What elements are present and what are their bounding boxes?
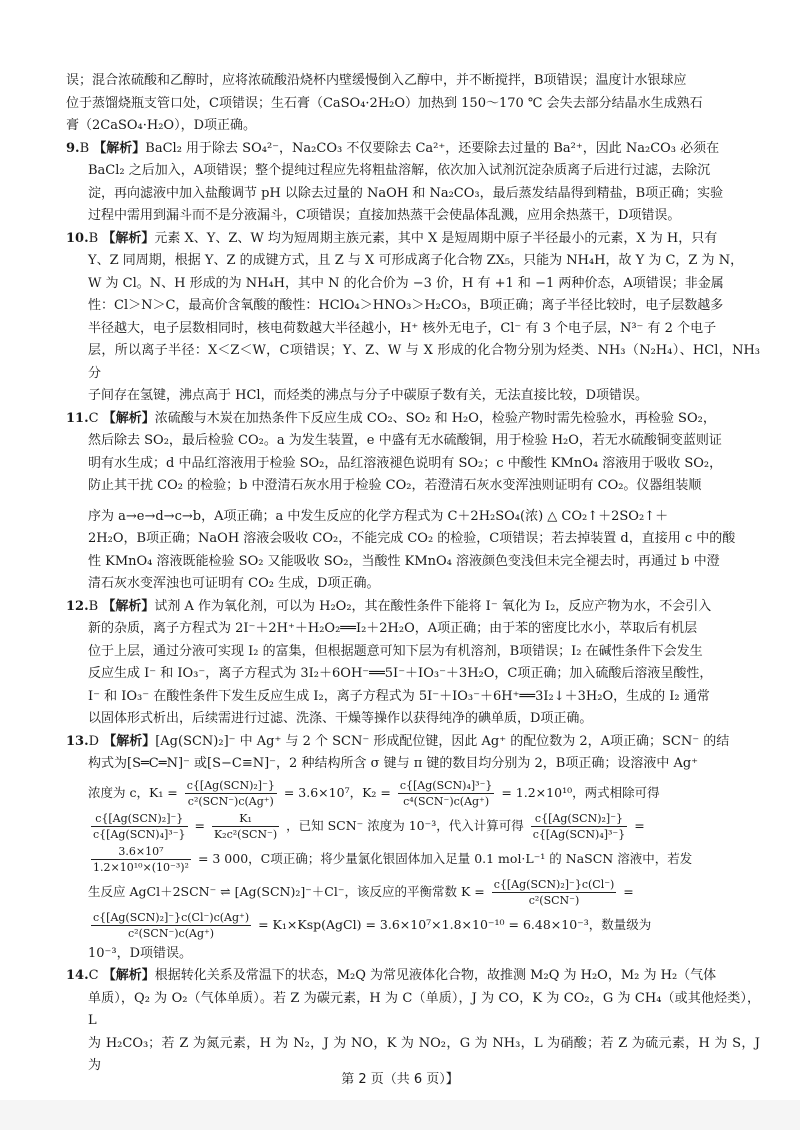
question-number: 12.: [66, 598, 89, 614]
formula-line: [88, 778, 760, 809]
answer-letter: C: [88, 410, 99, 426]
formula-text: = K₁×Ksp(AgCl) = 3.6×10⁷×1.8×10⁻¹⁰ = 6.48×10⁻³，数量级为: [258, 916, 652, 932]
answer-letter: D: [88, 733, 100, 749]
denominator: c{[Ag(SCN)₄]³⁻}: [532, 827, 626, 841]
text-line: 反应生成 I⁻ 和 IO₃⁻，离子方程式为 3I₂＋6OH⁻══5I⁻＋IO₃⁻＋3H₂O，C项正确；加入硫酸后溶液呈酸性，: [88, 666, 713, 681]
formula-text: ，已知 SCN⁻ 浓度为 10⁻³，代入计算可得: [286, 817, 524, 833]
numerator: 3.6×10⁷: [91, 844, 191, 860]
denominator: c²(SCN⁻): [528, 893, 580, 907]
denominator: K₂c²(SCN⁻): [213, 827, 278, 841]
numerator: c{[Ag(SCN)₂]⁻}: [186, 778, 275, 792]
text-line: 位于上层，通过分液可实现 I₂ 的富集，但根据题意可知下层为有机溶剂，B项错误；I₂ 在碱性条件下会发生: [88, 643, 703, 659]
formula-text: = 3 000，C项正确；将少量氯化银固体加入足量 0.1 mol·L⁻¹ 的 NaSCN 溶液中，若发: [197, 850, 693, 866]
numerator: c{[Ag(SCN)₂]⁻}: [531, 811, 628, 827]
numerator: c{[Ag(SCN)₂]⁻}: [91, 811, 188, 827]
text-line: 序为 a→e→d→c→b，A项正确；a 中发生反应的化学方程式为 C＋2H₂SO₄(浓) △ CO₂↑＋2SO₂↑＋: [88, 508, 669, 524]
text-line: 误；混合浓硫酸和乙醇时，应将浓硫酸沿烧杯内壁缓慢倒入乙醇中，并不断搅拌，B项错误；温度计水银球应: [66, 73, 687, 88]
fraction-k: [492, 877, 617, 908]
text-line: 半径越大，电子层数相同时，核电荷数越大半径越小，H⁺ 核外无电子，Cl⁻ 有 3 个电子层，N³⁻ 有 2 个电子: [88, 320, 717, 336]
fraction-k1: [185, 778, 277, 809]
text-line: BaCl₂ 之后加入，A项错误；整个提纯过程应先将粗盐溶解，依次加入试剂沉淀杂质离子后进行过滤，去除沉: [88, 163, 711, 178]
denominator: c⁴(SCN⁻)c(Ag⁺): [403, 794, 490, 808]
answer-letter: B: [88, 230, 99, 246]
text-line: 防止其干扰 CO₂ 的检验；b 中澄清石灰水用于检验 CO₂，若澄清石灰水变浑浊则证明有 CO₂。仪器组装顺: [88, 478, 702, 493]
answer-letter: B: [79, 140, 90, 156]
text-line: 位于蒸馏烧瓶支管口处，C项错误；生石膏（CaSO₄·2H₂O）加热到 150～170 ℃ 会失去部分结晶水生成熟石: [66, 95, 703, 111]
question-number: 9.: [66, 140, 80, 156]
fraction-ratio-result: [531, 811, 628, 842]
text-line: 膏（2CaSO₄·H₂O），D项正确。: [66, 118, 257, 133]
question-first-line: [66, 138, 760, 161]
question-number: 13.: [66, 733, 89, 749]
question-number: 11.: [66, 410, 89, 426]
formula-text: = 1.2×10¹⁰，两式相除可得: [501, 784, 660, 800]
numerator: c{[Ag(SCN)₂]⁻}c(Cl⁻)c(Ag⁺): [93, 910, 250, 924]
question-11: [66, 408, 760, 596]
question-13: [66, 731, 760, 966]
text-line: 性 KMnO₄ 溶液既能检验 SO₂ 又能吸收 SO₂，当酸性 KMnO₄ 溶液颜色变浅但未完全褪去时，再通过 b 中澄: [88, 553, 720, 569]
text-line: 过程中需用到漏斗而不是分液漏斗，C项错误；直接加热蒸干会使晶体乱溅，应用余热蒸干，D项错误。: [88, 208, 681, 223]
answer-letter: B: [88, 598, 99, 614]
question-number: 10.: [66, 230, 89, 246]
denominator: c{[Ag(SCN)₄]³⁻}: [93, 827, 186, 841]
text-line: 清石灰水变浑浊也可证明有 CO₂ 生成，D项正确。: [88, 576, 380, 591]
analysis-tag: 【解析】: [93, 140, 146, 156]
question-first-line: [66, 731, 760, 754]
question-12: [66, 596, 760, 731]
equals-sign: =: [623, 883, 634, 899]
text-line: 新的杂质，离子方程式为 2I⁻＋2H⁺＋H₂O₂══I₂＋2H₂O，A项正确；由于苯的密度比水小，萃取后有机层: [88, 621, 698, 636]
formula-text: 浓度为 c，K₁ =: [88, 784, 178, 800]
answer-letter: C: [88, 968, 99, 983]
text-line: 然后除去 SO₂，最后检验 CO₂。a 为发生装置，e 中盛有无水硫酸铜，用于检验 H₂O，若无水硫酸铜变蓝则证: [88, 433, 722, 448]
question-first-line: [66, 228, 760, 251]
analysis-tag: 【解析】: [102, 410, 155, 426]
text-line: 构式为[S═C═N]⁻ 或[S−C≡N]⁻，2 种结构所含 σ 键与 π 键的数目均分别为 2，B项正确；设溶液中 Ag⁺: [88, 756, 699, 771]
text-line: 根据转化关系及常温下的状态，M₂Q 为常见液体化合物，故推测 M₂Q 为 H₂O，M₂ 为 H₂（气体: [154, 968, 717, 983]
text-line: W 为 Cl。N、H 形成的为 NH₄H，其中 N 的化合价为 −3 价，H 有 +1 和 −1 两种价态，A项错误；非金属: [88, 275, 724, 291]
question-first-line: [66, 965, 760, 988]
denominator: c²(SCN⁻)c(Ag⁺): [128, 926, 215, 940]
analysis-tag: 【解析】: [102, 598, 155, 614]
formula-line: [88, 811, 760, 842]
text-line: 性：Cl＞N＞C，最高价含氧酸的酸性：HClO₄＞HNO₃＞H₂CO₃，B项正确；离子半径比较时，电子层数越多: [88, 298, 724, 313]
analysis-tag: 【解析】: [102, 968, 155, 983]
text-line: BaCl₂ 用于除去 SO₄²⁻，Na₂CO₃ 不仅要除去 Ca²⁺，还要除去过量的 Ba²⁺，因此 Na₂CO₃ 必须在: [145, 140, 720, 156]
fraction-k1-k2: [212, 811, 279, 842]
text-line: 元素 X、Y、Z、W 均为短周期主族元素，其中 X 是短周期中原子半径最小的元素，X 为 H，只有: [154, 230, 718, 246]
fraction-k2: [398, 778, 495, 809]
text-line: I⁻ 和 IO₃⁻ 在酸性条件下发生反应生成 I₂，离子方程式为 5I⁻＋IO₃⁻＋6H⁺══3I₂↓＋3H₂O，生成的 I₂ 通常: [88, 688, 710, 704]
text-line: 试剂 A 作为氧化剂，可以为 H₂O₂，其在酸性条件下能将 I⁻ 氧化为 I₂，反应产物为水，不会引入: [154, 598, 712, 614]
text-line: 为 H₂CO₃；若 Z 为氮元素，H 为 N₂，J 为 NO，K 为 NO₂，G 为 NH₃，L 为硝酸；若 Z 为硫元素，H 为 S，J 为: [88, 1035, 760, 1073]
question-first-line: [66, 596, 760, 619]
fraction-ratio: [91, 811, 188, 842]
bottom-band: [0, 1100, 800, 1130]
question-10: [66, 228, 760, 408]
formula-text: = 3.6×10⁷，K₂ =: [283, 784, 391, 800]
text-line: 明有水生成；d 中品红溶液用于检验 SO₂，品红溶液褪色说明有 SO₂；c 中酸性 KMnO₄ 溶液用于吸收 SO₂，: [88, 455, 723, 471]
formula-line: [88, 877, 760, 908]
fraction-k-expanded: [91, 910, 251, 941]
numerator: c{[Ag(SCN)₂]⁻}c(Cl⁻): [493, 877, 615, 891]
formula-line: [88, 844, 760, 875]
question-9: [66, 138, 760, 228]
formula-line: [88, 910, 760, 941]
formula-text: 生反应 AgCl＋2SCN⁻ ⇌ [Ag(SCN)₂]⁻＋Cl⁻，该反应的平衡常数 K =: [88, 883, 485, 899]
intro-block: [66, 70, 760, 138]
denominator: 1.2×10¹⁰×(10⁻³)²: [93, 860, 189, 874]
equals-sign: =: [194, 817, 205, 833]
text-line: 单质），Q₂ 为 O₂（气体单质）。若 Z 为碳元素，H 为 C（单质），J 为 CO，K 为 CO₂，G 为 CH₄（或其他烃类），L: [88, 990, 760, 1028]
analysis-tag: 【解析】: [103, 733, 156, 749]
question-number: 14.: [66, 968, 89, 983]
text-line: Y、Z 同周期，根据 Y、Z 的成键方式，且 Z 与 X 可形成离子化合物 ZX₅，只能为 NH₄H，故 Y 为 C，Z 为 N，: [88, 253, 744, 268]
text-line: 淀，再向滤液中加入盐酸调节 pH 以除去过量的 NaOH 和 Na₂CO₃，最后蒸发结晶得到精盐，B项正确；实验: [88, 185, 724, 201]
text-line: [Ag(SCN)₂]⁻ 中 Ag⁺ 与 2 个 SCN⁻ 形成配位键，因此 Ag⁺ 的配位数为 2，A项正确；SCN⁻ 的结: [155, 733, 730, 749]
fraction-numeric: [91, 844, 191, 875]
analysis-tag: 【解析】: [102, 230, 155, 246]
text-line: 2H₂O，B项正确；NaOH 溶液会吸收 CO₂，不能完成 CO₂ 的检验，C项错误；若去掉装置 d，直接用 c 中的酸: [88, 531, 736, 546]
text-line: 以固体形式析出，后续需进行过滤、洗涤、干燥等操作以获得纯净的碘单质，D项正确。: [88, 711, 593, 726]
equals-sign: =: [634, 817, 645, 833]
text-line: 子间存在氢键，沸点高于 HCl，而烃类的沸点与分子中碳原子数有关，无法直接比较，D项错误。: [88, 388, 648, 403]
numerator: K₁: [212, 811, 279, 827]
page-footer: 第 2 页（共 6 页）】: [341, 1072, 459, 1087]
numerator: c{[Ag(SCN)₄]³⁻}: [399, 778, 493, 792]
denominator: c²(SCN⁻)c(Ag⁺): [187, 794, 274, 808]
question-14: [66, 965, 760, 1078]
text-line: 层，所以离子半径：X＜Z＜W，C项错误；Y、Z、W 与 X 形成的化合物分别为烃类、NH₃（N₂H₄）、HCl，NH₃ 分: [88, 343, 760, 381]
text-line: 浓硫酸与木炭在加热条件下反应生成 CO₂、SO₂ 和 H₂O，检验产物时需先检验水，再检验 SO₂，: [154, 410, 716, 426]
question-first-line: [66, 408, 760, 431]
text-line: 10⁻³，D项错误。: [88, 945, 193, 961]
